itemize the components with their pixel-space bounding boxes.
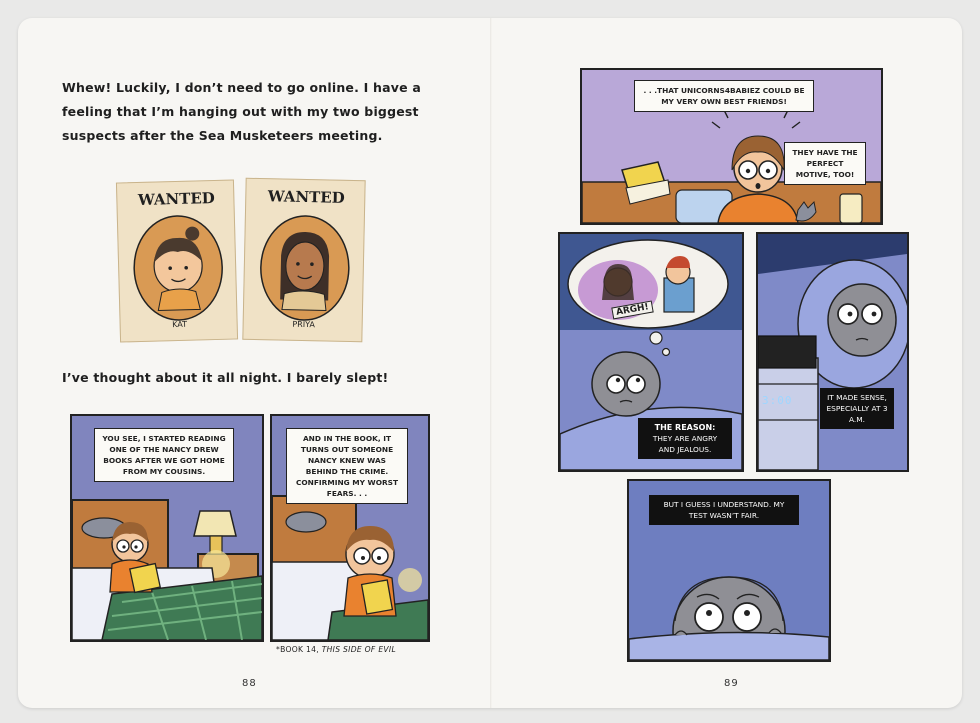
caption-box: . . .THAT UNICORNS4BABIEZ COULD BE MY VERY OWN BEST FRIENDS! — [634, 80, 814, 112]
page-number-right: 89 — [724, 678, 739, 689]
reason-label: THE REASON: — [654, 423, 716, 432]
poster-heading: WANTED — [267, 187, 345, 207]
footnote-title: THIS SIDE OF EVIL — [321, 645, 396, 654]
comic-panel-reading — [70, 414, 264, 642]
page-number-left: 88 — [242, 678, 257, 689]
book-spread — [18, 18, 962, 708]
comic-panel-3am — [756, 232, 909, 472]
wanted-poster-kat — [116, 179, 238, 342]
caption-box-dark: BUT I GUESS I UNDERSTAND. MY TEST WASN’T FAIR. — [649, 495, 799, 525]
panel-art — [758, 234, 907, 470]
alarm-clock-display: 3:00 — [762, 394, 793, 407]
poster-heading: WANTED — [137, 188, 216, 209]
intro-narration: Whew! Luckily, I don’t need to go online. I have a feeling that I’m hanging out with my two biggest suspects after the Sea Musketeers meeting. — [62, 80, 421, 143]
comic-panel-worried — [270, 414, 430, 642]
caption-box-dark: IT MADE SENSE, ESPECIALLY AT 3 A.M. — [820, 388, 894, 429]
comic-panel-understand — [627, 479, 831, 662]
page-gutter — [490, 18, 492, 708]
comic-panel-realization — [580, 68, 883, 225]
reason-caption — [638, 418, 732, 459]
poster-name-kat: KAT — [172, 319, 188, 330]
footnote — [276, 645, 396, 654]
caption-box-motive: THEY HAVE THE PERFECT MOTIVE, TOO! — [784, 142, 866, 185]
caption-box: AND IN THE BOOK, IT TURNS OUT SOMEONE NANCY KNEW WAS BEHIND THE CRIME. CONFIRMING MY WORST FEARS. . . — [286, 428, 408, 504]
comic-panel-reason — [558, 232, 744, 472]
caption-box: YOU SEE, I STARTED READING ONE OF THE NANCY DREW BOOKS AFTER WE GOT HOME FROM MY COUSINS. — [94, 428, 234, 482]
wanted-poster-priya — [242, 178, 365, 342]
night-narration: I’ve thought about it all night. I barely slept! — [62, 370, 389, 385]
argh-shout: ARGH! — [611, 301, 653, 320]
footnote-prefix: *BOOK 14, — [276, 645, 322, 654]
reason-text: THEY ARE ANGRY AND JEALOUS. — [652, 434, 718, 454]
poster-name-priya: PRIYA — [292, 319, 315, 330]
